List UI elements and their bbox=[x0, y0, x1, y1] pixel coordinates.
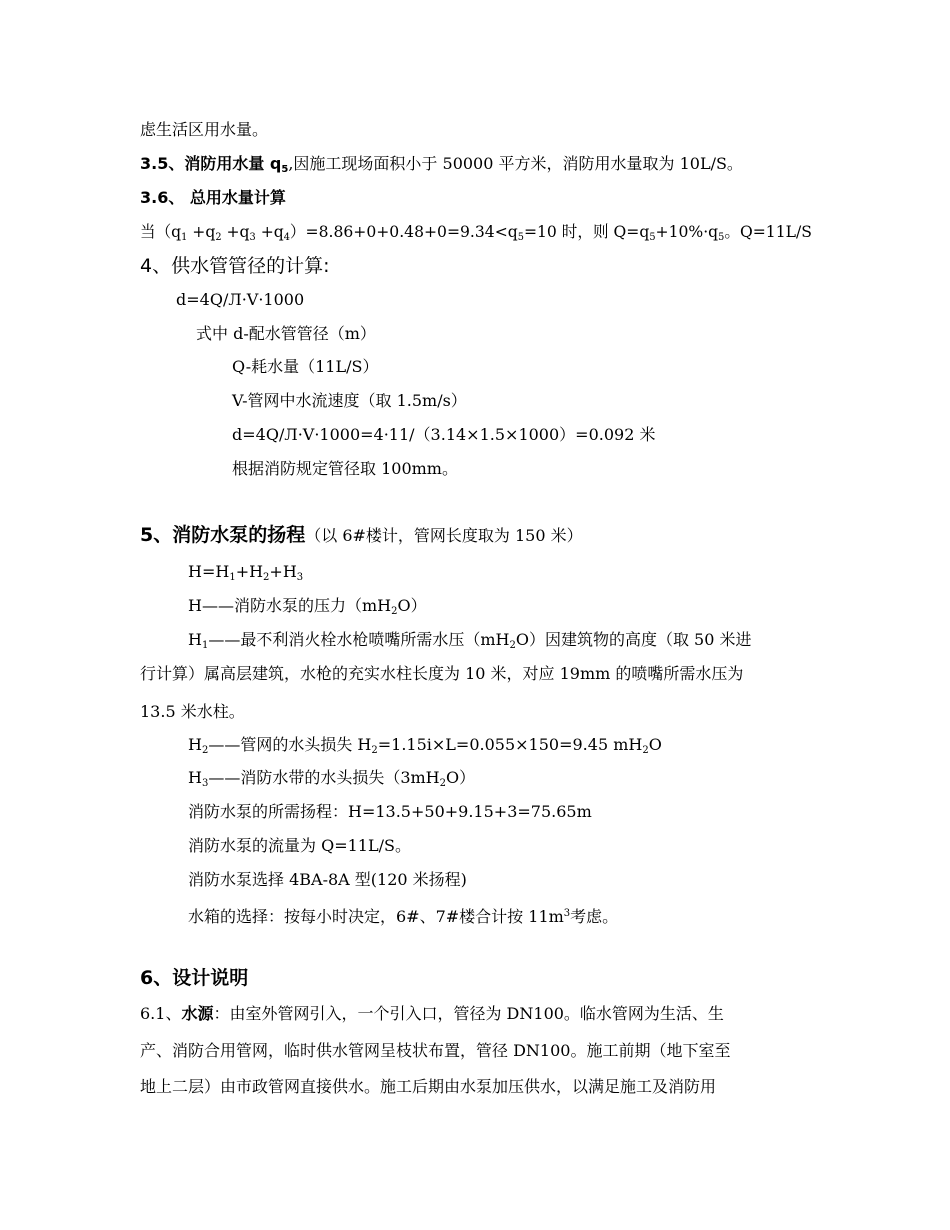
subscript: 1 bbox=[201, 640, 209, 651]
text-line: 消防水泵的流量为 Q=11L/S。 bbox=[188, 836, 411, 855]
section-3-5-heading: 3.5、消防用水量 q bbox=[140, 154, 282, 173]
pipe-diameter-formula: d=4Q/Л·V·1000 bbox=[176, 290, 305, 309]
text-part: O bbox=[648, 735, 662, 754]
text-line bbox=[188, 734, 662, 762]
subscript: 2 bbox=[391, 606, 398, 617]
text-part: O）因建筑物的高度（取 50 米进 bbox=[515, 630, 752, 649]
text-line bbox=[140, 1003, 724, 1025]
formula-part: +H bbox=[269, 562, 297, 581]
section-5-note: （以 6#楼计，管网长度取为 150 米） bbox=[305, 526, 583, 545]
superscript: 3 bbox=[563, 908, 571, 919]
text-line: 根据消防规定管径取 100mm。 bbox=[232, 459, 458, 478]
formula-part: +q bbox=[187, 222, 216, 241]
section-4-heading: 4、供水管管径的计算: bbox=[140, 255, 330, 277]
formula-part: +10%·q bbox=[655, 222, 719, 241]
subscript: 2 bbox=[263, 572, 270, 583]
text-line bbox=[188, 595, 427, 623]
formula-legend: 式中 d-配水管管径（m） bbox=[196, 324, 376, 343]
formula-legend: V-管网中水流速度（取 1.5m/s） bbox=[232, 391, 467, 410]
section-3-5 bbox=[140, 153, 743, 181]
formula-part: 当（q bbox=[140, 222, 182, 241]
text-part: O） bbox=[446, 768, 476, 787]
subscript: 2 bbox=[371, 745, 378, 756]
formula-part: =10 时，则 Q=q bbox=[523, 222, 650, 241]
text-part: H bbox=[188, 735, 202, 754]
text-line: 地上二层）由市政管网直接供水。施工后期由水泵加压供水，以满足施工及消防用 bbox=[140, 1077, 717, 1096]
text-part: ——最不利消火栓水枪喷嘴所需水压（mH bbox=[208, 630, 510, 649]
text-line: 13.5 米水柱。 bbox=[140, 702, 245, 721]
subscript: 2 bbox=[215, 232, 222, 243]
subscript: 2 bbox=[642, 745, 649, 756]
head-formula bbox=[188, 561, 303, 589]
text-line: 虑生活区用水量。 bbox=[140, 120, 269, 139]
subscript: 5 bbox=[649, 232, 656, 243]
text-part: O） bbox=[397, 596, 427, 615]
subscript: 1 bbox=[181, 232, 188, 243]
section-5-heading bbox=[140, 522, 583, 548]
section-3-5-text: ,因施工现场面积小于 50000 平方米，消防用水量取为 10L/S。 bbox=[288, 154, 743, 173]
subscript: 2 bbox=[439, 778, 447, 789]
formula-part: ）=8.86+0+0.48+0=9.34<q bbox=[289, 222, 518, 241]
formula-part: H=H bbox=[188, 562, 230, 581]
subscript: 2 bbox=[201, 745, 209, 756]
text-line: 产、消防合用管网，临时供水管网呈枝状布置，管径 DN100。施工前期（地下室至 bbox=[140, 1041, 731, 1060]
subscript: 3 bbox=[201, 778, 209, 789]
text-part: H bbox=[188, 630, 202, 649]
subscript: 5 bbox=[718, 232, 725, 243]
section-6-heading: 6、设计说明 bbox=[140, 967, 249, 989]
text-part: 水箱的选择：按每小时决定，6#、7#楼合计按 11m bbox=[188, 907, 564, 926]
text-line: 消防水泵选择 4BA-8A 型(120 米扬程) bbox=[188, 870, 467, 889]
text-line bbox=[188, 767, 475, 795]
text-part: H bbox=[188, 768, 202, 787]
text-part: ——管网的水头损失 H bbox=[208, 735, 372, 754]
text-part: ——消防水带的水头损失（3mH bbox=[208, 768, 440, 787]
total-water-formula bbox=[140, 221, 812, 249]
formula-part: 。Q=11L/S bbox=[724, 222, 812, 241]
subscript: 3 bbox=[296, 572, 304, 583]
subscript: 2 bbox=[509, 640, 516, 651]
subscript: 5 bbox=[517, 232, 524, 243]
water-source-label: 水源 bbox=[181, 1004, 214, 1023]
pipe-diameter-result: d=4Q/Л·V·1000=4·11/（3.14×1.5×1000）=0.092 米 bbox=[232, 425, 656, 444]
formula-part: +H bbox=[235, 562, 264, 581]
subscript: 1 bbox=[229, 572, 236, 583]
text-line: 行计算）属高层建筑，水枪的充实水柱长度为 10 米，对应 19mm 的喷嘴所需水压为 bbox=[140, 664, 744, 683]
formula-part: +q bbox=[221, 222, 250, 241]
text-line bbox=[188, 629, 752, 657]
section-3-6-heading: 3.6、 总用水量计算 bbox=[140, 188, 286, 207]
text-part: 6.1、 bbox=[140, 1004, 182, 1023]
text-line bbox=[188, 903, 618, 928]
text-part: 考虑。 bbox=[570, 907, 619, 926]
formula-part: +q bbox=[255, 222, 284, 241]
subscript: 3 bbox=[249, 232, 256, 243]
formula-legend: Q-耗水量（11L/S） bbox=[232, 357, 379, 376]
text-part: H——消防水泵的压力（mH bbox=[188, 596, 392, 615]
subscript: 4 bbox=[283, 232, 290, 243]
section-5-title: 5、消防水泵的扬程 bbox=[140, 524, 306, 546]
text-part: ：由室外管网引入，一个引入口，管径为 DN100。临水管网为生活、生 bbox=[213, 1004, 724, 1023]
subscript: 5 bbox=[281, 164, 289, 175]
text-line: 消防水泵的所需扬程：H=13.5+50+9.15+3=75.65m bbox=[188, 802, 592, 821]
text-part: =1.15i×L=0.055×150=9.45 mH bbox=[377, 735, 643, 754]
